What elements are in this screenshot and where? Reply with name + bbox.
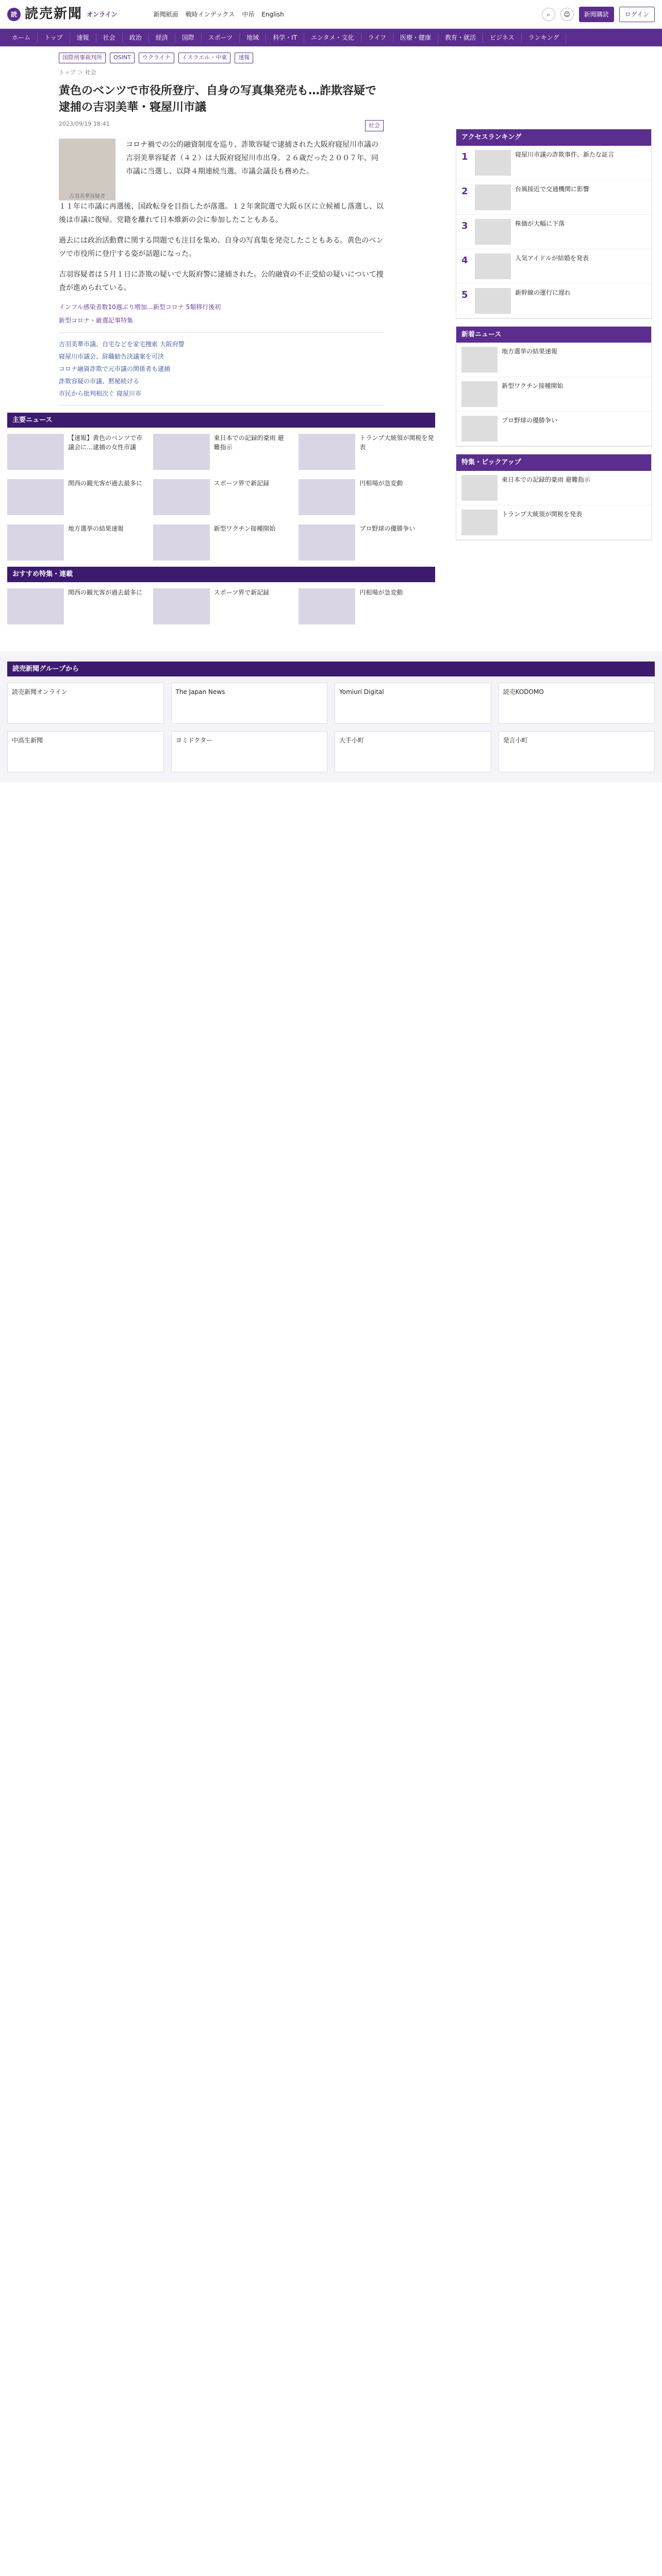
footer-group-title: 読売新聞グループから xyxy=(7,662,655,677)
rank-title: 人気アイドルが結婚を発表 xyxy=(515,254,589,262)
news-thumb xyxy=(7,524,64,561)
news-title: プロ野球の優勝争い xyxy=(359,525,416,533)
footer-service[interactable]: The Japan News xyxy=(171,683,328,724)
recommend-title: 円相場が急変動 xyxy=(359,588,403,596)
recommend-card[interactable] xyxy=(153,588,290,624)
rank-number: 2 xyxy=(461,185,468,197)
recommend-title: 関西の観光客が過去最多に xyxy=(68,588,143,596)
category-item[interactable]: ホーム xyxy=(5,33,38,42)
new-news-text: 地方選挙の結果速報 xyxy=(502,348,558,355)
header-actions xyxy=(542,7,655,22)
news-title: 地方選挙の結果速報 xyxy=(68,525,124,533)
article-photo[interactable] xyxy=(59,139,115,200)
article-date: 2023/09/19 18:41 xyxy=(59,120,110,127)
category-item[interactable]: 教育・就活 xyxy=(438,33,483,42)
rank-thumb xyxy=(475,253,511,279)
header-nav-item[interactable]: 新聞紙面 xyxy=(153,10,178,18)
news-card[interactable] xyxy=(299,434,435,470)
category-item[interactable]: 速報 xyxy=(70,33,96,42)
news-title: トランプ大統領が関税を発表 xyxy=(359,434,434,451)
tag[interactable]: 速報 xyxy=(235,53,253,63)
site-header xyxy=(0,0,662,29)
article-paragraph: コロナ禍での公的融資制度を巡り、詐欺容疑で逮捕された大阪府寝屋川市議の吉羽美華容疑者（４２）は大阪府寝屋川市出身。２６歳だった２００７年、同市議に当選し、以降４期連続当選。市議会議長も務めた。 xyxy=(126,141,378,176)
header-nav-item[interactable]: English xyxy=(261,10,284,18)
ranking-item[interactable] xyxy=(456,215,651,249)
ranking-item[interactable] xyxy=(456,249,651,284)
article xyxy=(7,83,435,405)
breadcrumb[interactable]: トップ ＞ 社会 xyxy=(59,69,96,76)
recommend-thumb xyxy=(153,588,210,624)
footer-service[interactable]: 大手小町 xyxy=(335,731,491,772)
news-card[interactable] xyxy=(7,479,144,515)
tag[interactable]: ウクライナ xyxy=(139,53,174,63)
ranking-box xyxy=(456,129,652,319)
rank-title: 台風接近で交通機関に影響 xyxy=(515,185,590,193)
rank-title: 新幹線の運行に遅れ xyxy=(515,289,571,296)
new-news-thumb xyxy=(461,347,498,372)
category-item[interactable]: 政治 xyxy=(123,33,149,42)
news-title: 【速報】黄色のベンツで市議会に…逮捕の女性市議 xyxy=(68,434,143,451)
news-thumb xyxy=(153,524,210,561)
related-link-item[interactable]: 吉羽美華市議、自宅などを家宅捜索 大阪府警 xyxy=(59,340,185,348)
rank-thumb xyxy=(475,219,511,245)
category-item[interactable]: ランキング xyxy=(522,33,567,42)
rank-number: 4 xyxy=(461,255,468,266)
header-nav-item[interactable]: 中吊 xyxy=(242,10,255,18)
recommend-thumb xyxy=(299,588,355,624)
article-category[interactable]: 社会 xyxy=(365,120,384,132)
category-nav xyxy=(0,29,662,46)
related-link-item[interactable]: 詐欺容疑の市議、黙秘続ける xyxy=(59,377,140,385)
header-nav xyxy=(154,10,284,19)
pickup-item[interactable] xyxy=(456,505,651,540)
news-card[interactable] xyxy=(153,434,290,470)
pickup-box xyxy=(456,454,652,540)
related-link[interactable]: インフル感染者数10週ぶり増加…新型コロナ 5類移行後初 xyxy=(59,303,221,311)
related-link-item[interactable]: 市民から批判相次ぐ 寝屋川市 xyxy=(59,389,141,397)
category-item[interactable]: エンタメ・文化 xyxy=(304,33,361,42)
tag[interactable]: OSINT xyxy=(110,53,135,63)
search-icon[interactable]: ⌕ xyxy=(542,8,555,21)
sidebar xyxy=(456,46,652,631)
tag[interactable]: イスラエル・中東 xyxy=(178,53,231,63)
ranking-item[interactable] xyxy=(456,284,651,318)
category-item[interactable]: 医療・健康 xyxy=(393,33,438,42)
tag-bar xyxy=(7,46,435,66)
rank-thumb xyxy=(475,150,511,176)
new-news-thumb xyxy=(461,381,498,407)
news-thumb xyxy=(299,479,355,515)
rank-number: 1 xyxy=(461,151,468,162)
new-news-item[interactable] xyxy=(456,377,651,412)
news-card[interactable] xyxy=(7,524,144,561)
category-item[interactable]: 科学・IT xyxy=(266,33,304,42)
new-news-item[interactable] xyxy=(456,412,651,446)
new-news-title: 新着ニュース xyxy=(456,327,651,343)
ranking-item[interactable] xyxy=(456,146,651,180)
category-item[interactable]: 国際 xyxy=(175,33,202,42)
pickup-thumb xyxy=(461,510,498,535)
related-links xyxy=(59,332,384,405)
news-title: 新型ワクチン接種開始 xyxy=(213,525,276,533)
news-thumb xyxy=(7,479,64,515)
user-icon[interactable]: ☺ xyxy=(560,8,574,21)
photo-caption: 吉羽美華容疑者 xyxy=(69,194,105,200)
rank-number: 3 xyxy=(461,220,468,231)
new-news-text: 新型ワクチン接種開始 xyxy=(502,382,564,389)
news-card[interactable] xyxy=(299,479,435,515)
category-item[interactable]: ライフ xyxy=(361,33,393,42)
category-item[interactable]: スポーツ xyxy=(202,33,240,42)
tag[interactable]: 国際刑事裁判所 xyxy=(59,53,106,63)
related-link-item[interactable]: 寝屋川市議会、辞職勧告決議案を可決 xyxy=(59,352,164,360)
news-card[interactable] xyxy=(299,524,435,561)
ranking-title: アクセスランキング xyxy=(456,129,651,146)
category-item[interactable]: 経済 xyxy=(149,33,175,42)
footer-service[interactable]: 中高生新聞 xyxy=(7,731,164,772)
article-paragraph: 吉羽容疑者は５月１日に詐欺の疑いで大阪府警に逮捕された。公的融資の不正受給の疑いについて捜査が進められている。 xyxy=(59,270,384,292)
news-thumb xyxy=(299,524,355,561)
news-title: 東日本での記録的豪雨 避難指示 xyxy=(213,434,284,451)
logo-mark: 読 xyxy=(7,8,21,21)
article-paragraph: 過去には政治活動費に関する問題でも注目を集め、自身の写真集を発売したこともある。黄色のベンツで市役所に登庁する姿が話題になった。 xyxy=(59,236,384,258)
news-title: 円相場が急変動 xyxy=(359,480,403,487)
section-title-recommend: おすすめ特集・連載 xyxy=(7,567,435,582)
article-paragraph: １１年に市議に再選後、国政転身を目指したが落選。１２年衆院選で大阪６区に立候補し落選し、以後は市議に復帰。党籍を離れて日本維新の会に参加したこともある。 xyxy=(59,202,384,225)
category-item[interactable]: 地域 xyxy=(240,33,266,42)
article-title: 黄色のベンツで市役所登庁、自身の写真集発売も…詐欺容疑で逮捕の吉羽美華・寝屋川市議 xyxy=(59,84,377,114)
footer-service[interactable]: 発言小町 xyxy=(499,731,655,772)
pickup-text: 東日本での記録的豪雨 避難指示 xyxy=(502,476,590,483)
rank-title: 株価が大幅に下落 xyxy=(515,219,565,227)
pickup-item[interactable] xyxy=(456,471,651,505)
rank-number: 5 xyxy=(461,289,468,300)
article-intro xyxy=(59,139,384,200)
pickup-title: 特集・ピックアップ xyxy=(456,454,651,471)
news-thumb xyxy=(7,434,64,470)
recommend-thumb xyxy=(7,588,64,624)
login-button[interactable]: ログイン xyxy=(619,7,655,22)
recommend-card[interactable] xyxy=(299,588,435,624)
logo[interactable] xyxy=(7,4,118,24)
news-card[interactable] xyxy=(153,479,290,515)
news-thumb xyxy=(299,434,355,470)
rank-thumb xyxy=(475,288,511,314)
news-card[interactable] xyxy=(153,524,290,561)
rank-title: 寝屋川市議の詐欺事件、新たな証言 xyxy=(515,150,615,158)
footer-service[interactable]: 読売KODOMO xyxy=(499,683,655,724)
header-nav-item[interactable]: 戦時インデックス xyxy=(185,10,235,18)
news-thumb xyxy=(153,479,210,515)
more-link[interactable]: 新型コロナ・厳選記事特集 xyxy=(59,316,134,324)
new-news-text: プロ野球の優勝争い xyxy=(502,417,558,424)
pickup-text: トランプ大統領が関税を発表 xyxy=(502,510,583,518)
news-thumb xyxy=(153,434,210,470)
recommend-card[interactable] xyxy=(7,588,144,624)
recommend-title: スポーツ界で新記録 xyxy=(213,588,270,596)
news-grid xyxy=(7,428,435,567)
article-meta xyxy=(59,120,384,132)
logo-text: 読売新聞 xyxy=(25,6,83,22)
new-news-thumb xyxy=(461,416,498,442)
page-body xyxy=(0,46,662,631)
related-link-item[interactable]: コロナ融資詐欺で元市議の関係者も逮捕 xyxy=(59,365,171,372)
subscribe-button[interactable]: 新聞購読 xyxy=(579,7,614,22)
main-column xyxy=(7,46,435,631)
footer xyxy=(0,651,662,783)
news-title: スポーツ界で新記録 xyxy=(213,480,270,487)
section-title-main: 主要ニュース xyxy=(7,413,435,428)
footer-service[interactable]: 読売新聞オンライン xyxy=(7,683,164,724)
footer-service[interactable]: ヨミドクター xyxy=(171,731,328,772)
rank-thumb xyxy=(475,184,511,210)
category-item[interactable]: トップ xyxy=(38,33,70,42)
ranking-item[interactable] xyxy=(456,180,651,215)
category-item[interactable]: 社会 xyxy=(96,33,123,42)
category-item[interactable]: ビジネス xyxy=(483,33,522,42)
recommend-grid xyxy=(7,582,435,631)
new-news-box xyxy=(456,326,652,447)
footer-service[interactable]: Yomiuri Digital xyxy=(335,683,491,724)
footer-grid xyxy=(7,683,655,772)
news-card[interactable] xyxy=(7,434,144,470)
logo-sub: オンライン xyxy=(87,10,118,18)
new-news-item[interactable] xyxy=(456,343,651,377)
pickup-thumb xyxy=(461,475,498,501)
news-title: 関西の観光客が過去最多に xyxy=(68,480,143,487)
